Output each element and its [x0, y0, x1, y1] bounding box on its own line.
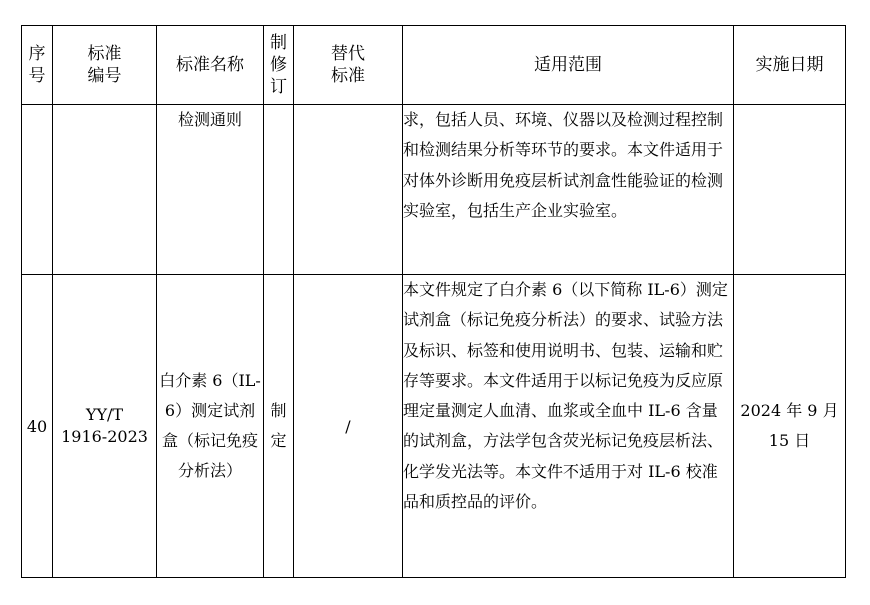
cell-name: 检测通则 [157, 105, 264, 275]
cell-type: 制 定 [264, 275, 294, 578]
cell-scope: 求，包括人员、环境、仪器以及检测过程控制和检测结果分析等环节的要求。本文件适用于对体外诊断用免疫层析试剂盒性能验证的检测实验室，包括生产企业实验室。 [403, 105, 734, 275]
header-no: 序 号 [22, 26, 53, 105]
cell-date [734, 105, 846, 275]
header-replace: 替代 标准 [294, 26, 403, 105]
cell-no: 40 [22, 275, 53, 578]
cell-no [22, 105, 53, 275]
cell-date: 2024 年 9 月 15 日 [734, 275, 846, 578]
header-code: 标准 编号 [53, 26, 157, 105]
header-date: 实施日期 [734, 26, 846, 105]
header-type: 制 修 订 [264, 26, 294, 105]
table-row [22, 275, 846, 578]
table-row [22, 105, 846, 275]
standards-table [21, 25, 846, 578]
header-scope: 适用范围 [403, 26, 734, 105]
cell-name: 白介素 6（IL-6）测定试剂盒（标记免疫分析法） [157, 275, 264, 578]
cell-replace: / [294, 275, 403, 578]
cell-code [53, 105, 157, 275]
cell-code: YY/T 1916-2023 [53, 275, 157, 578]
header-name: 标准名称 [157, 26, 264, 105]
cell-scope: 本文件规定了白介素 6（以下简称 IL-6）测定试剂盒（标记免疫分析法）的要求、试验方法及标识、标签和使用说明书、包装、运输和贮存等要求。本文件适用于以标记免疫为反应原理定量测定人血清、血浆或全血中 IL-6 含量的试剂盒，方法学包含荧光标记免疫层析法、化学发光法等。本文件不适用于对 IL-6 校准品和质控品的评价。 [403, 275, 734, 578]
cell-replace [294, 105, 403, 275]
header-row [22, 26, 846, 105]
cell-type [264, 105, 294, 275]
